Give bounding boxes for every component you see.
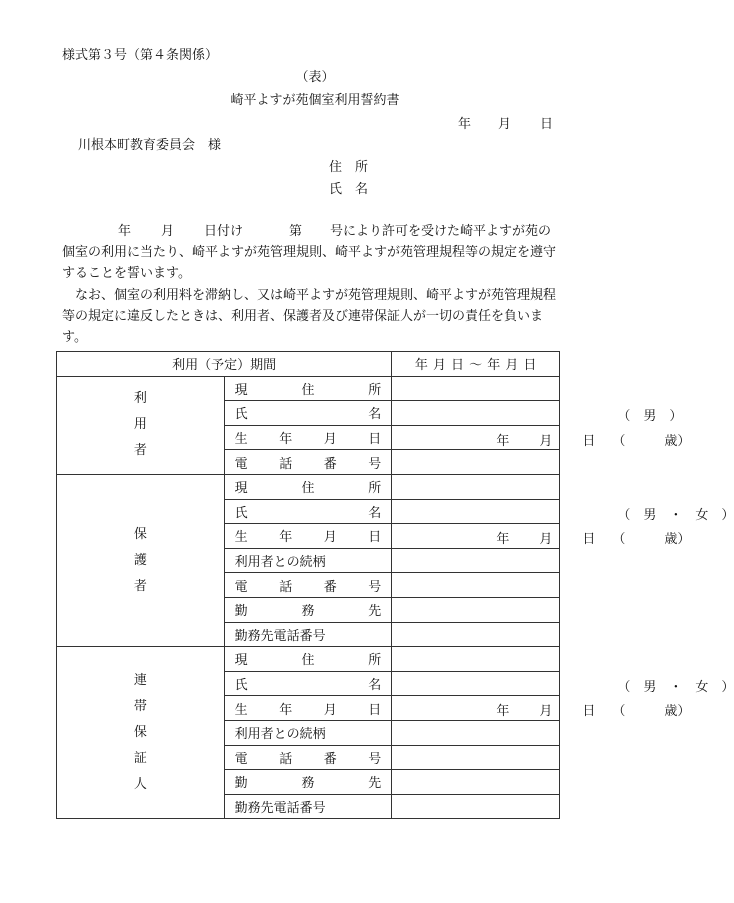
guardian-name-field[interactable]: [392, 499, 734, 524]
guarantor-work-label: 勤 務 先: [224, 770, 392, 795]
guardian-sex: （ 男 ・ 女 ）: [617, 507, 734, 523]
period-label: 利用（予定）期間: [57, 352, 392, 377]
period-start-year: 年: [414, 358, 428, 374]
guardian-name-label: 氏 名: [224, 499, 392, 524]
user-address-field[interactable]: [392, 376, 560, 401]
guarantor-work-field[interactable]: [392, 770, 560, 795]
guardian-address-field[interactable]: [392, 474, 560, 499]
date-month: 月: [498, 117, 512, 132]
guarantor-address-label: 現 住 所: [224, 647, 392, 672]
guarantor-group-label: [57, 647, 225, 819]
pledge-table: [56, 351, 734, 819]
user-sex: （ 男 ）: [617, 409, 683, 425]
guardian-work-field[interactable]: [392, 597, 560, 622]
guarantor-relation-label: 利用者との続柄: [224, 720, 392, 745]
user-name-label: 氏 名: [224, 401, 392, 426]
birth-month: 月: [539, 704, 553, 720]
birth-year: 年: [496, 704, 510, 720]
user-birth-field[interactable]: [392, 425, 691, 450]
birth-month: 月: [539, 433, 553, 449]
guardian-phone-field[interactable]: [392, 573, 560, 598]
birth-year: 年: [496, 532, 510, 548]
guarantor-relation-field[interactable]: [392, 720, 560, 745]
user-address-label: 現 住 所: [224, 376, 392, 401]
age-suffix: 歳）: [664, 704, 691, 720]
age-open: （: [612, 433, 626, 449]
user-group-char: 利: [133, 391, 147, 407]
birth-day: 日: [582, 532, 596, 548]
guardian-work-phone-label: 勤務先電話番号: [224, 622, 392, 647]
address-label: 住 所: [329, 160, 369, 175]
form-side-label: （表）: [295, 70, 335, 85]
user-phone-label: 電 話 番 号: [224, 450, 392, 475]
period-start-month: 月: [432, 358, 446, 374]
guarantor-group-char: 帯: [133, 698, 147, 714]
guarantor-group-char: 人: [133, 776, 147, 792]
guardian-group-char: 者: [133, 578, 147, 594]
date-year: 年: [458, 117, 472, 132]
paragraph-2-text: なお、個室の利用料を滞納し、又は崎平よすが苑管理規則、崎平よすが苑管理規程等の規定に違反したときは、利用者、保護者及び連帯保証人が一切の責任を負います。: [62, 288, 557, 345]
guardian-group-char: 護: [133, 552, 147, 568]
guarantor-work-phone-label: 勤務先電話番号: [224, 794, 392, 819]
period-tilde: ～: [469, 358, 483, 374]
age-suffix: 歳）: [664, 433, 691, 449]
guarantor-phone-label: 電 話 番 号: [224, 745, 392, 770]
guardian-group-char: 保: [133, 526, 147, 542]
period-value[interactable]: [392, 352, 560, 377]
guarantor-address-field[interactable]: [392, 647, 560, 672]
guardian-group-label: [57, 474, 225, 646]
guardian-relation-label: 利用者との続柄: [224, 548, 392, 573]
guarantor-work-phone-field[interactable]: [392, 794, 560, 819]
birth-day: 日: [582, 433, 596, 449]
period-start-day: 日: [451, 358, 465, 374]
guarantor-name-field[interactable]: [392, 671, 734, 696]
user-phone-field[interactable]: [392, 450, 560, 475]
guardian-phone-label: 電 話 番 号: [224, 573, 392, 598]
birth-day: 日: [582, 704, 596, 720]
para1-number: 第: [289, 224, 303, 239]
guardian-relation-field[interactable]: [392, 548, 560, 573]
guardian-birth-label: 生 年 月 日: [224, 524, 392, 549]
period-row: [57, 352, 560, 377]
user-address-row: [57, 376, 560, 401]
para1-month: 月: [161, 224, 175, 239]
paragraph-1-text: 個室の利用に当たり、崎平よすが苑管理規則、崎平よすが苑管理規程等の規定を遵守することを誓います。: [62, 245, 557, 281]
guardian-work-label: 勤 務 先: [224, 597, 392, 622]
guardian-address-label: 現 住 所: [224, 474, 392, 499]
user-group-char: 者: [133, 443, 147, 459]
date-day: 日: [540, 117, 554, 132]
form-number: 様式第３号（第４条関係）: [62, 48, 219, 63]
addressee: 川根本町教育委員会 様: [78, 138, 222, 153]
paragraph-1-rest: [62, 242, 567, 284]
period-end-year: 年: [487, 358, 501, 374]
period-end-month: 月: [505, 358, 519, 374]
para1-year: 年: [118, 224, 132, 239]
user-group-label: [57, 376, 225, 474]
guardian-work-phone-field[interactable]: [392, 622, 560, 647]
guarantor-group-char: 証: [133, 750, 147, 766]
guarantor-name-label: 氏 名: [224, 671, 392, 696]
age-open: （: [612, 532, 626, 548]
guarantor-sex: （ 男 ・ 女 ）: [617, 679, 734, 695]
birth-year: 年: [496, 433, 510, 449]
guarantor-phone-field[interactable]: [392, 745, 560, 770]
para1-line1-text: 号により許可を受けた崎平よすが苑の: [330, 224, 552, 239]
guarantor-group-char: 保: [133, 724, 147, 740]
paragraph-2: [62, 285, 567, 348]
page-title: 崎平よすが苑個室利用誓約書: [230, 93, 400, 108]
guarantor-address-row: [57, 647, 560, 672]
user-birth-label: 生 年 月 日: [224, 425, 392, 450]
period-end-day: 日: [523, 358, 537, 374]
guarantor-birth-label: 生 年 月 日: [224, 696, 392, 721]
birth-month: 月: [539, 532, 553, 548]
age-suffix: 歳）: [664, 532, 691, 548]
name-label: 氏 名: [329, 182, 369, 197]
guardian-address-row: [57, 474, 560, 499]
para1-dated: 日付け: [204, 224, 244, 239]
guardian-birth-field[interactable]: [392, 524, 691, 549]
user-group-char: 用: [133, 417, 147, 433]
age-open: （: [612, 704, 626, 720]
guarantor-group-char: 連: [133, 672, 147, 688]
guarantor-birth-field[interactable]: [392, 696, 691, 721]
user-name-field[interactable]: [392, 401, 683, 426]
